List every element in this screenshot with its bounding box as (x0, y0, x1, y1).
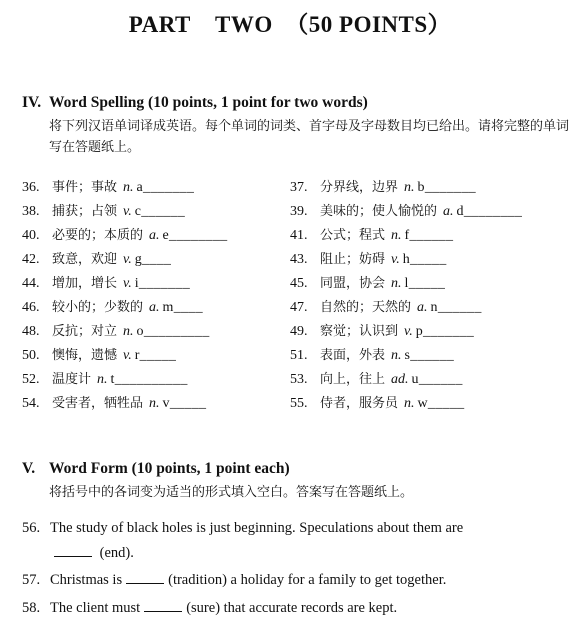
word-item: 49. 察觉；认识到 v. p_______ (290, 324, 475, 339)
section-4-title: Word Spelling (10 points, 1 point for two words) (49, 94, 368, 111)
answer-blank[interactable] (54, 542, 92, 557)
word-item: 54. 受害者，牺牲品 n. v_____ (22, 396, 207, 411)
word-item: 52. 温度计 n. t__________ (22, 372, 188, 387)
word-item: 36. 事件；事故 n. a_______ (22, 180, 195, 195)
word-item: 39. 美味的；使人愉悦的 a. d________ (290, 204, 523, 219)
word-item: 47. 自然的；天然的 a. n______ (290, 300, 482, 315)
word-item: 37. 分界线，边界 n. b_______ (290, 180, 476, 195)
section-5-number: V. (22, 460, 36, 477)
word-item: 51. 表面，外表 n. s______ (290, 348, 455, 363)
word-item: 42. 致意，欢迎 v. g____ (22, 252, 172, 267)
word-item: 40. 必要的；本质的 a. e________ (22, 228, 228, 243)
word-item: 44. 增加，增长 v. i_______ (22, 276, 190, 291)
word-item: 41. 公式；程式 n. f______ (290, 228, 454, 243)
section-5-title: Word Form (10 points, 1 point each) (49, 460, 290, 477)
sentence-item: 56. The study of black holes is just beginning. Speculations about them are (end). (22, 520, 464, 561)
section-4-heading (22, 94, 368, 112)
answer-blank[interactable] (144, 597, 182, 612)
word-item: 45. 同盟，协会 n. l_____ (290, 276, 446, 291)
word-item: 55. 侍者，服务员 n. w_____ (290, 396, 465, 411)
section-5-heading (22, 460, 290, 478)
word-item: 38. 捕获；占领 v. c______ (22, 204, 186, 219)
section-5-instruction: 将括号中的各词变为适当的形式填入空白。答案写在答题纸上。 (49, 485, 414, 500)
sentence-item: 58. The client must (sure) that accurate records are kept. (22, 596, 562, 621)
word-item: 43. 阻止；妨碍 v. h_____ (290, 252, 447, 267)
section-4-instruction: 将下列汉语单词译成英语。每个单词的词类、首字母及字母数目均已给出。请将完整的单词写在答题纸上。 (49, 119, 570, 155)
word-item: 48. 反抗；对立 n. o_________ (22, 324, 210, 339)
page-title: PART TWO （50 POINTS） (128, 12, 452, 37)
sentence-item: 57. Christmas is (tradition) a holiday for a family to get together. (22, 568, 562, 593)
word-item: 50. 懊悔，遗憾 v. r_____ (22, 348, 177, 363)
word-item: 46. 较小的；少数的 a. m____ (22, 300, 203, 315)
section-4-number: IV. (22, 94, 42, 111)
word-item: 53. 向上，往上 ad. u______ (290, 372, 463, 387)
answer-blank[interactable] (126, 569, 164, 584)
